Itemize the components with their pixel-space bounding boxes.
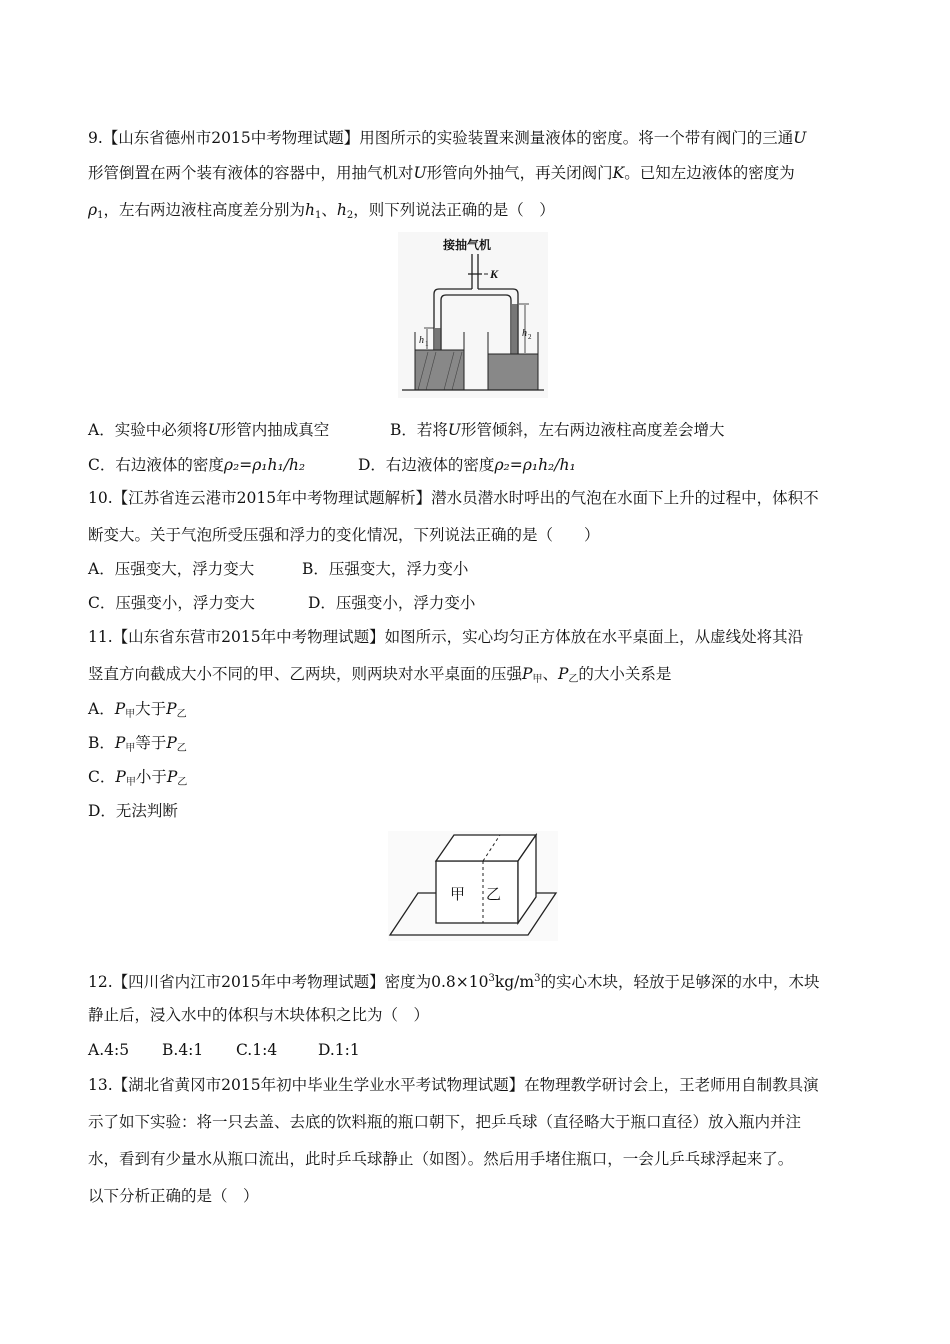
h1-label: h [419, 335, 424, 346]
q11-option-d[interactable]: D．无法判断 [88, 802, 178, 820]
q10-option-d[interactable]: D．压强变小，浮力变小 [308, 594, 476, 612]
u-symbol: U [447, 421, 461, 439]
q10-option-c[interactable]: C．压强变小，浮力变大 [88, 594, 255, 612]
u-symbol: U [413, 164, 427, 182]
option-text: 形管倾斜，左右两边液柱高度差会增大 [460, 421, 725, 439]
superscript: 3 [534, 973, 541, 984]
subscript: 1 [97, 210, 104, 221]
h-symbol: h [336, 201, 347, 219]
rho-symbol: ρ [88, 201, 98, 219]
q11-text: 的大小关系是 [578, 665, 672, 683]
p-symbol: P [166, 734, 177, 752]
option-text: B． [88, 734, 115, 752]
q10-line-1: 10.【江苏省连云港市2015年中考物理试题解析】潜水员潜水时呼出的气泡在水面下上升的过程中，体积不 [88, 489, 819, 507]
q9-option-b[interactable] [390, 420, 724, 440]
q11-option-b[interactable] [88, 733, 187, 759]
q9-line-2 [88, 163, 795, 183]
q13-line-3: 水，看到有少量水从瓶口流出，此时乒乓球静止（如图）。然后用手堵住瓶口，一会儿乒乓球浮起来了。 [88, 1150, 794, 1168]
q9-text: ，则下列说法正确的是（ ） [353, 201, 555, 219]
option-text: D．右边液体的密度 [358, 456, 495, 474]
option-text: C．右边液体的密度 [88, 456, 224, 474]
q12-text: kg/m [494, 973, 535, 991]
q11-option-a[interactable] [88, 699, 187, 725]
q9-option-c[interactable] [88, 455, 305, 475]
p-symbol: P [114, 700, 126, 718]
option-text: C． [88, 768, 116, 786]
q12-line-2: 静止后，浸入水中的体积与木块体积之比为（ ） [88, 1006, 430, 1024]
q12-text: 12.【四川省内江市2015年中考物理试题】密度为0.8×10 [88, 973, 489, 991]
p-symbol: P [522, 665, 533, 683]
q12-option-c[interactable]: C.1:4 [236, 1041, 278, 1059]
option-text: 小于 [135, 768, 167, 786]
separator: 、 [542, 665, 558, 683]
q11-line-2 [88, 664, 671, 690]
subscript: 甲 [125, 743, 136, 754]
p-symbol: P [557, 665, 569, 683]
separator: 、 [321, 201, 337, 219]
u-symbol: U [793, 129, 807, 147]
q9-text: 。已知左边液体的密度为 [624, 164, 795, 182]
superscript: 3 [488, 973, 495, 984]
yi-label: 乙 [486, 885, 502, 903]
option-text: A．实验中必须将 [88, 421, 208, 439]
subscript: 甲 [125, 777, 136, 788]
subscript: 甲 [532, 674, 543, 685]
q13-line-4: 以下分析正确的是（ ） [88, 1187, 259, 1205]
q10-line-2: 断变大。关于气泡所受压强和浮力的变化情况，下列说法正确的是（ ） [88, 526, 600, 544]
h-symbol: h [305, 201, 315, 219]
option-text: 等于 [135, 734, 167, 752]
q11-option-c[interactable] [88, 767, 187, 793]
subscript: 2 [346, 210, 354, 221]
k-symbol: K [612, 164, 625, 182]
u-tube-figure [398, 232, 548, 398]
subscript: 甲 [125, 709, 136, 720]
q9-option-a[interactable] [88, 421, 329, 439]
q9-text: ，左右两边液柱高度差分别为 [103, 201, 306, 219]
q12-option-d[interactable]: D.1:1 [318, 1041, 360, 1059]
subscript: 乙 [176, 709, 187, 720]
subscript: 乙 [568, 674, 579, 685]
q10-option-b[interactable]: B．压强变大，浮力变小 [302, 560, 469, 578]
pump-label: 接抽气机 [443, 238, 492, 252]
jia-label: 甲 [450, 885, 466, 903]
q9-text: 形管倒置在两个装有液体的容器中，用抽气机对 [88, 164, 414, 182]
p-symbol: P [115, 768, 126, 786]
q11-text: 竖直方向截成大小不同的甲、乙两块，则两块对水平桌面的压强 [88, 665, 523, 683]
subscript: 乙 [177, 777, 188, 788]
q9-options-ab [88, 420, 329, 440]
q9-option-d[interactable] [358, 455, 576, 475]
q9-text: 9.【山东省德州市2015中考物理试题】用图所示的实验装置来测量液体的密度。将一个带有阀门的三通 [88, 129, 794, 147]
q10-option-a[interactable]: A．压强变大，浮力变大 [88, 560, 255, 578]
subscript: 乙 [176, 743, 187, 754]
option-text: B．若将 [390, 421, 448, 439]
p-symbol: P [166, 768, 178, 786]
q9-text: 形管向外抽气，再关闭阀门 [426, 164, 613, 182]
option-text: 大于 [135, 700, 167, 718]
h2-label: h [522, 328, 527, 339]
h2-subscript: 2 [528, 333, 532, 341]
q12-text: 的实心木块，轻放于足够深的水中，木块 [540, 973, 820, 991]
q11-line-1: 11.【山东省东营市2015年中考物理试题】如图所示，实心均匀正方体放在水平桌面上，从虚线处将其沿 [88, 628, 804, 646]
option-text: 形管内抽成真空 [220, 421, 330, 439]
valve-k-label: K [490, 267, 499, 281]
p-symbol: P [166, 700, 177, 718]
q12-option-b[interactable]: B.4:1 [162, 1041, 204, 1059]
h1-subscript: 1 [425, 340, 429, 348]
cube-figure [388, 831, 558, 941]
q12-option-a[interactable]: A.4:5 [88, 1041, 130, 1059]
q9-line-1 [88, 128, 806, 148]
q13-line-1: 13.【湖北省黄冈市2015年初中毕业生学业水平考试物理试题】在物理教学研讨会上，王老师用自制教具演 [88, 1076, 819, 1094]
p-symbol: P [114, 734, 126, 752]
q13-line-2: 示了如下实验：将一只去盖、去底的饮料瓶的瓶口朝下，把乒乓球（直径略大于瓶口直径）放入瓶内并注 [88, 1113, 802, 1131]
option-text: A． [88, 700, 115, 718]
q12-line-1 [88, 969, 819, 992]
u-symbol: U [207, 421, 221, 439]
formula: ρ₂=ρ₁h₁/h₂ [223, 456, 306, 474]
subscript: 1 [315, 210, 322, 221]
formula: ρ₂=ρ₁h₂/h₁ [494, 456, 576, 474]
q9-line-3 [88, 200, 555, 226]
